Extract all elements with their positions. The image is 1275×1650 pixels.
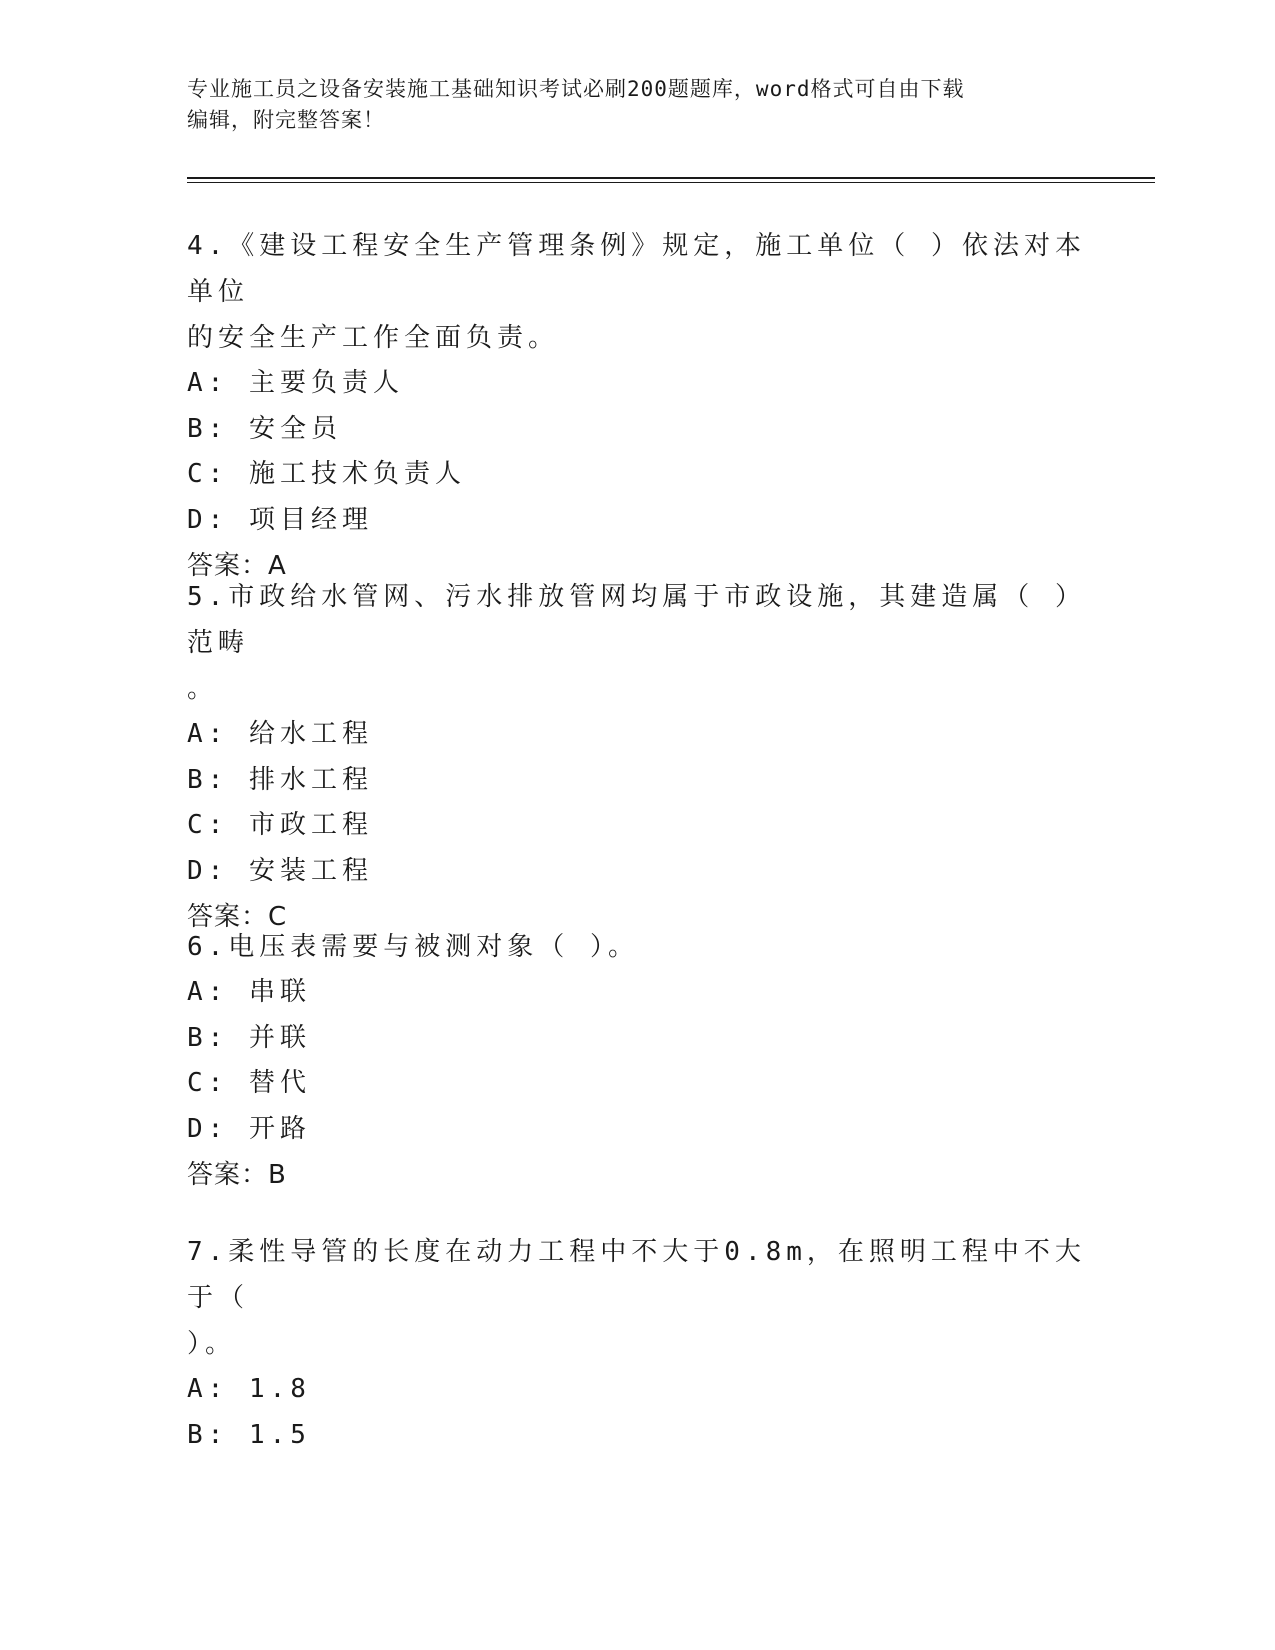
question-stem-line: 4.《建设工程安全生产管理条例》规定，施工单位（ ）依法对本单位 [187, 231, 1086, 307]
question-6 [187, 924, 1087, 1198]
question-7 [187, 1229, 1087, 1458]
option-b: B: 排水工程 [187, 764, 373, 795]
question-stem-line: 。 [187, 674, 219, 704]
question-stem-line: 6.电压表需要与被测对象（ ）。 [187, 932, 639, 962]
option-c: C: 市政工程 [187, 810, 373, 840]
option-a: A: 给水工程 [187, 719, 373, 749]
option-a: A: 串联 [187, 977, 311, 1007]
option-b: B: 并联 [187, 1022, 311, 1053]
header-line-2: 编辑，附完整答案！ [187, 108, 385, 132]
header-divider [187, 177, 1155, 183]
question-stem-line: 的安全生产工作全面负责。 [187, 323, 560, 353]
question-stem-line: ）。 [187, 1329, 237, 1359]
answer-label: 答案：B [187, 1160, 287, 1190]
option-c: C: 施工技术负责人 [187, 459, 466, 489]
option-c: C: 替代 [187, 1068, 311, 1098]
answer-label: 答案：C [187, 902, 288, 932]
option-a: A: 1.8 [187, 1374, 311, 1404]
question-5 [187, 574, 1087, 940]
question-stem-line: 7.柔性导管的长度在动力工程中不大于0.8m，在照明工程中不大于（ [187, 1237, 1086, 1313]
question-stem-line: 5.市政给水管网、污水排放管网均属于市政设施，其建造属（ ）范畴 [187, 582, 1086, 658]
option-d: D: 开路 [187, 1113, 311, 1144]
header-line-1: 专业施工员之设备安装施工基础知识考试必刷200题题库，word格式可自由下载 [187, 77, 965, 101]
option-d: D: 项目经理 [187, 504, 373, 535]
option-b: B: 安全员 [187, 413, 342, 444]
option-b: B: 1.5 [187, 1419, 311, 1450]
answer-label: 答案：A [187, 551, 287, 581]
document-header [187, 74, 1087, 136]
option-a: A: 主要负责人 [187, 368, 404, 398]
option-d: D: 安装工程 [187, 855, 373, 886]
question-4 [187, 223, 1087, 589]
